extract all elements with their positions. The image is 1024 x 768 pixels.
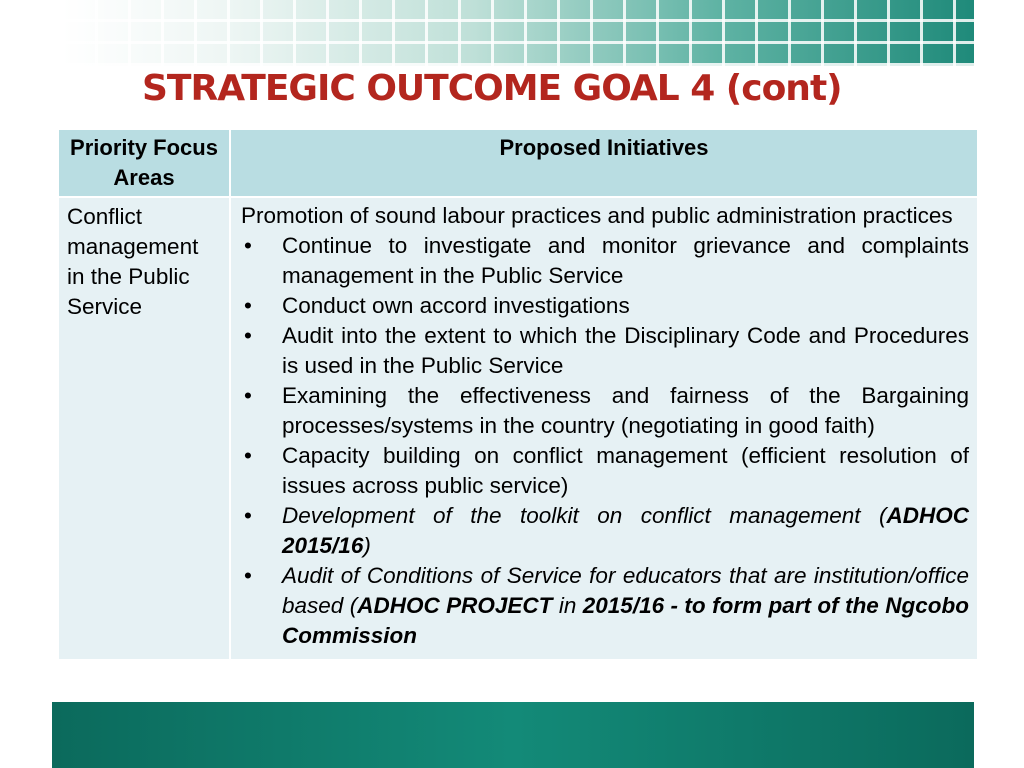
header-priority-focus-areas: Priority Focus Areas: [58, 129, 230, 197]
list-item-text-mid: in: [552, 593, 583, 618]
list-item-text: Continue to investigate and monitor grievance and complaints management in the Public Service: [282, 233, 969, 288]
bullet-icon: •: [244, 443, 252, 468]
slide-title: STRATEGIC OUTCOME GOAL 4 (cont): [142, 68, 842, 109]
list-item-text: Audit into the extent to which the Disciplinary Code and Procedures is used in the Public Service: [282, 323, 969, 378]
bullet-icon: •: [244, 503, 252, 528]
list-item: [241, 291, 969, 321]
list-item: [241, 231, 969, 291]
list-item: [241, 381, 969, 441]
initiatives-table: [57, 128, 979, 661]
list-item-text: Examining the effectiveness and fairness of the Bargaining processes/systems in the country (negotiating in good faith): [282, 383, 969, 438]
list-item: [241, 441, 969, 501]
list-item-text: Capacity building on conflict management (efficient resolution of issues across public service): [282, 443, 969, 498]
initiatives-list: [241, 231, 969, 651]
initiatives-intro: Promotion of sound labour practices and public administration practices: [241, 203, 953, 228]
table-header-row: [58, 129, 978, 197]
footer-band: [52, 702, 974, 768]
list-item-text: Audit of Conditions of Service for educators that are institution/office based (: [282, 563, 969, 618]
bullet-icon: •: [244, 383, 252, 408]
list-item: [241, 321, 969, 381]
adhoc-year-label: ADHOC 2015/16: [282, 503, 969, 558]
initiatives-cell: [230, 197, 978, 660]
bullet-icon: •: [244, 563, 252, 588]
table-row: [58, 197, 978, 660]
banner-grid-pattern: [62, 0, 974, 66]
list-item-text: Development of the toolkit on conflict management (: [282, 503, 887, 528]
bullet-icon: •: [244, 233, 252, 258]
bullet-icon: •: [244, 293, 252, 318]
list-item: [241, 561, 969, 651]
list-item-text-end: ): [363, 533, 371, 558]
list-item-text: Conduct own accord investigations: [282, 293, 630, 318]
bullet-icon: •: [244, 323, 252, 348]
ngcobo-commission-label: 2015/16 - to form part of the Ngcobo Commission: [282, 593, 969, 648]
header-proposed-initiatives: Proposed Initiatives: [230, 129, 978, 197]
list-item: [241, 501, 969, 561]
header-banner: [62, 0, 974, 66]
adhoc-project-label: ADHOC PROJECT: [357, 593, 553, 618]
focus-area-cell: Conflict management in the Public Service: [58, 197, 230, 660]
